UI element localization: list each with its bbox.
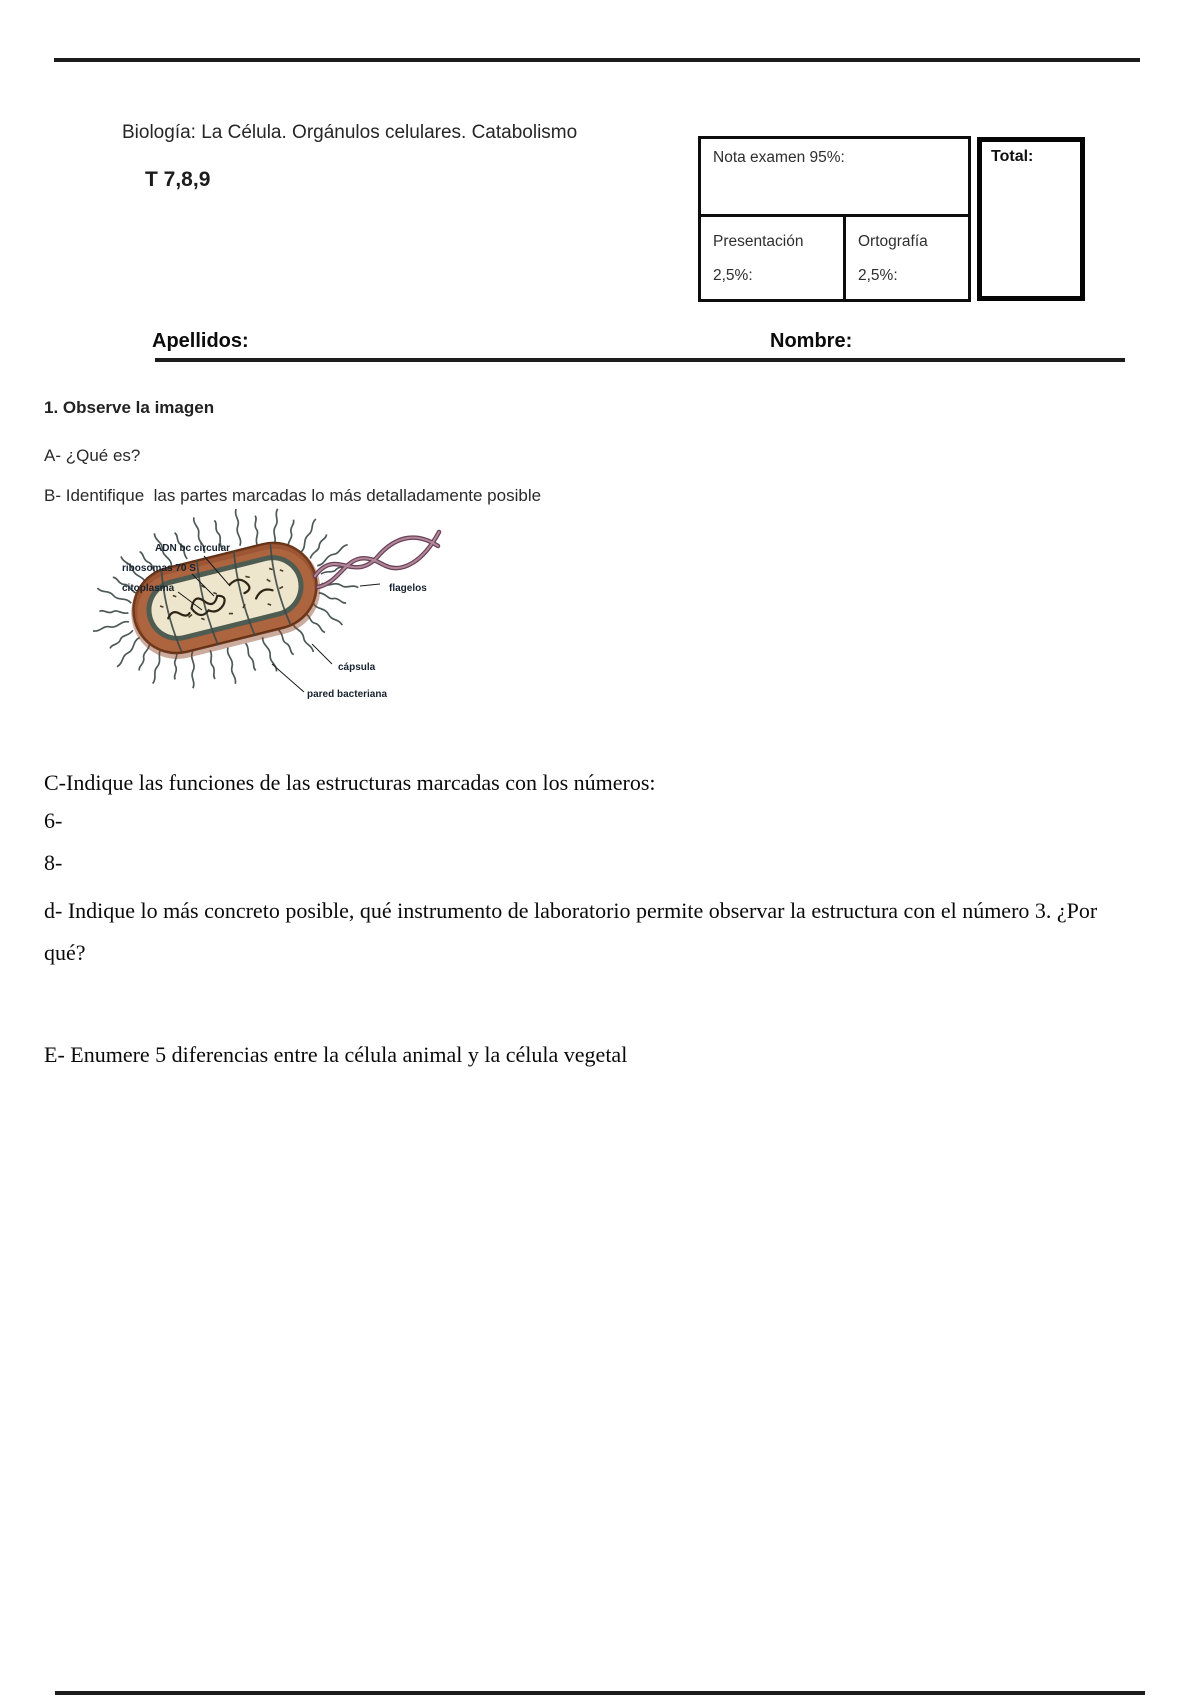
- label-pared: pared bacteriana: [307, 689, 388, 700]
- top-rule: [54, 58, 1140, 62]
- question1-heading: 1. Observe la imagen: [44, 398, 215, 417]
- grade-cell-ortografia: [846, 217, 968, 299]
- question1-part-d-line1: d- Indique lo más concreto posible, qué instrumento de laboratorio permite observar la estructura con el número 3. ¿Por: [44, 898, 1098, 923]
- question1-part-a: A- ¿Qué es?: [44, 446, 141, 465]
- label-ribosomas: ribosomas 70 S: [122, 563, 196, 574]
- grade-cell-presentacion: [701, 217, 846, 299]
- label-citoplasma: citoplasma: [122, 583, 175, 594]
- question1-part-e: E- Enumere 5 diferencias entre la célula animal y la célula vegetal: [44, 1042, 628, 1067]
- bacterium-figure: [92, 494, 452, 749]
- grade-table: [698, 136, 971, 302]
- question1-item-6: 6-: [44, 808, 63, 833]
- question1-part-d-line2: qué?: [44, 940, 86, 965]
- question1-part-c: C-Indique las funciones de las estructuras marcadas con los números:: [44, 770, 656, 795]
- grade-cell-nota-examen: Nota examen 95%:: [701, 139, 968, 217]
- question1-part-b: B- Identifique las partes marcadas lo más detalladamente posible: [44, 486, 542, 505]
- label-adn: ADN bc circular: [155, 543, 231, 554]
- presentacion-label: Presentación: [713, 233, 804, 250]
- bottom-rule: [55, 1691, 1145, 1695]
- exam-topics: T 7,8,9: [145, 168, 211, 191]
- total-box: [977, 137, 1085, 301]
- exam-title: Biología: La Célula. Orgánulos celulares. Catabolismo: [122, 122, 578, 143]
- ortografia-percent: 2,5%:: [858, 267, 898, 284]
- question1-item-8: 8-: [44, 850, 63, 875]
- ortografia-label: Ortografía: [858, 233, 928, 250]
- flagella-icon: [315, 532, 439, 587]
- label-capsula: cápsula: [338, 662, 376, 673]
- name-underline: [155, 358, 1125, 362]
- label-flagelos: flagelos: [389, 583, 427, 594]
- nombre-label: Nombre:: [770, 330, 853, 352]
- total-label: Total:: [991, 148, 1034, 165]
- presentacion-percent: 2,5%:: [713, 267, 753, 284]
- apellidos-label: Apellidos:: [152, 330, 249, 352]
